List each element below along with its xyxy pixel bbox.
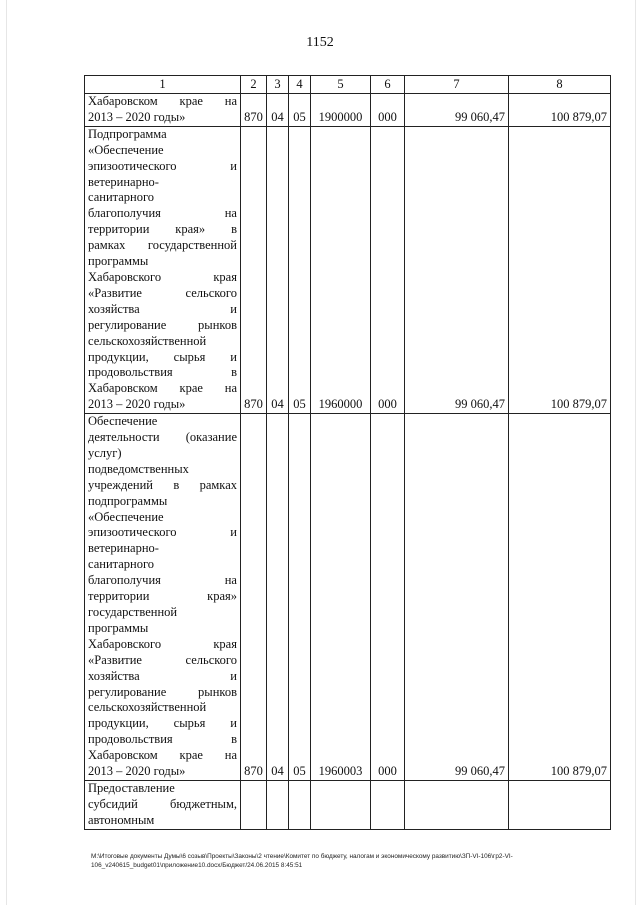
description-line: эпизоотического и: [88, 525, 237, 540]
cell-amount-year-2: 100 879,07: [509, 94, 611, 127]
cell-section-code: [267, 780, 289, 829]
col-header-5: 5: [311, 76, 371, 94]
description-line: программы: [88, 254, 149, 269]
table-body: [85, 94, 611, 830]
table-row: [85, 94, 611, 127]
footer-line-1: M:\Итоговые документы Думы\6 созыв\Проекты\Законы\2 чтение\Комитет по бюджету, налогам и экономическому развитию\ЗП-VI-106\гр2-VI-: [91, 853, 513, 860]
description-line: Хабаровского края: [88, 269, 237, 284]
description-line: 2013 – 2020 годы»: [88, 764, 186, 779]
cell-amount-year-2: 100 879,07: [509, 414, 611, 781]
row-description: [85, 126, 241, 413]
description-line: благополучия на: [88, 206, 237, 221]
description-line: ветеринарно-: [88, 541, 159, 556]
table-header-row: [85, 76, 611, 94]
description-line: автономным: [88, 812, 155, 827]
description-line: подведомственных: [88, 461, 189, 476]
col-header-4: 4: [289, 76, 311, 94]
cell-amount-year-2: 100 879,07: [509, 126, 611, 413]
table-row: [85, 780, 611, 829]
description-line: услуг): [88, 445, 122, 460]
description-line: деятельности (оказание: [88, 430, 237, 445]
description-line: регулирование рынков: [88, 684, 237, 699]
cell-target-article: 1960003: [311, 414, 371, 781]
description-line: благополучия на: [88, 573, 237, 588]
description-line: Хабаровском крае на: [88, 748, 237, 763]
cell-amount-year-2: [509, 780, 611, 829]
table-row: [85, 126, 611, 413]
description-line: продовольствия в: [88, 365, 237, 380]
scan-edge-right: [635, 0, 636, 905]
description-line: Обеспечение: [88, 414, 158, 429]
table-row: [85, 414, 611, 781]
col-header-7: 7: [405, 76, 509, 94]
description-line: территории края»: [88, 589, 237, 604]
description-line: Предоставление: [88, 780, 175, 795]
description-line: субсидий бюджетным,: [88, 796, 237, 811]
cell-expense-type: [371, 780, 405, 829]
budget-table: [84, 75, 611, 830]
description-line: подпрограммы: [88, 493, 168, 508]
cell-expense-type: 000: [371, 126, 405, 413]
description-line: «Обеспечение: [88, 142, 164, 157]
row-description: [85, 780, 241, 829]
description-line: программы: [88, 620, 149, 635]
description-line: продукции, сырья и: [88, 349, 237, 364]
description-line: 2013 – 2020 годы»: [88, 109, 186, 124]
description-line: санитарного: [88, 190, 155, 205]
col-header-1: 1: [85, 76, 241, 94]
scan-edge-left: [6, 0, 7, 905]
cell-expense-type: 000: [371, 414, 405, 781]
cell-subsection-code: 05: [289, 414, 311, 781]
cell-amount-year-1: 99 060,47: [405, 94, 509, 127]
cell-section-code: 04: [267, 94, 289, 127]
cell-amount-year-1: [405, 780, 509, 829]
description-line: Хабаровского края: [88, 636, 237, 651]
description-line: государственной: [88, 605, 178, 619]
description-line: эпизоотического и: [88, 158, 237, 173]
document-path-footer: [91, 852, 611, 870]
description-line: Хабаровском крае на: [88, 381, 237, 396]
description-line: хозяйства и: [88, 301, 237, 316]
cell-section-code: 04: [267, 126, 289, 413]
description-line: продовольствия в: [88, 732, 237, 747]
cell-target-article: 1960000: [311, 126, 371, 413]
cell-subsection-code: [289, 780, 311, 829]
description-line: «Развитие сельского: [88, 652, 237, 667]
description-line: продукции, сырья и: [88, 716, 237, 731]
col-header-6: 6: [371, 76, 405, 94]
description-line: сельскохозяйственной: [88, 333, 207, 348]
cell-subsection-code: 05: [289, 126, 311, 413]
col-header-2: 2: [241, 76, 267, 94]
col-header-3: 3: [267, 76, 289, 94]
description-line: «Обеспечение: [88, 509, 164, 524]
description-line: рамках государственной: [88, 238, 237, 253]
cell-subsection-code: 05: [289, 94, 311, 127]
description-line: территории края» в: [88, 222, 237, 237]
cell-ministry-code: 870: [241, 94, 267, 127]
cell-ministry-code: [241, 780, 267, 829]
cell-target-article: 1900000: [311, 94, 371, 127]
description-line: Хабаровском крае на: [88, 94, 237, 108]
row-description: [85, 414, 241, 781]
page-number: 1152: [306, 35, 334, 50]
description-line: 2013 – 2020 годы»: [88, 397, 186, 412]
cell-amount-year-1: 99 060,47: [405, 414, 509, 781]
description-line: хозяйства и: [88, 668, 237, 683]
description-line: сельскохозяйственной: [88, 700, 207, 715]
description-line: ветеринарно-: [88, 174, 159, 189]
description-line: Подпрограмма: [88, 126, 167, 141]
description-line: учреждений в рамках: [88, 477, 237, 492]
cell-section-code: 04: [267, 414, 289, 781]
description-line: «Развитие сельского: [88, 285, 237, 300]
cell-ministry-code: 870: [241, 414, 267, 781]
description-line: санитарного: [88, 557, 155, 572]
cell-ministry-code: 870: [241, 126, 267, 413]
row-description: [85, 94, 241, 127]
col-header-8: 8: [509, 76, 611, 94]
description-line: регулирование рынков: [88, 317, 237, 332]
cell-amount-year-1: 99 060,47: [405, 126, 509, 413]
cell-expense-type: 000: [371, 94, 405, 127]
cell-target-article: [311, 780, 371, 829]
footer-line-2: 106_v240615_budget01\приложение10.docx/Бюджет/24.06.2015 8:45:51: [91, 862, 303, 869]
